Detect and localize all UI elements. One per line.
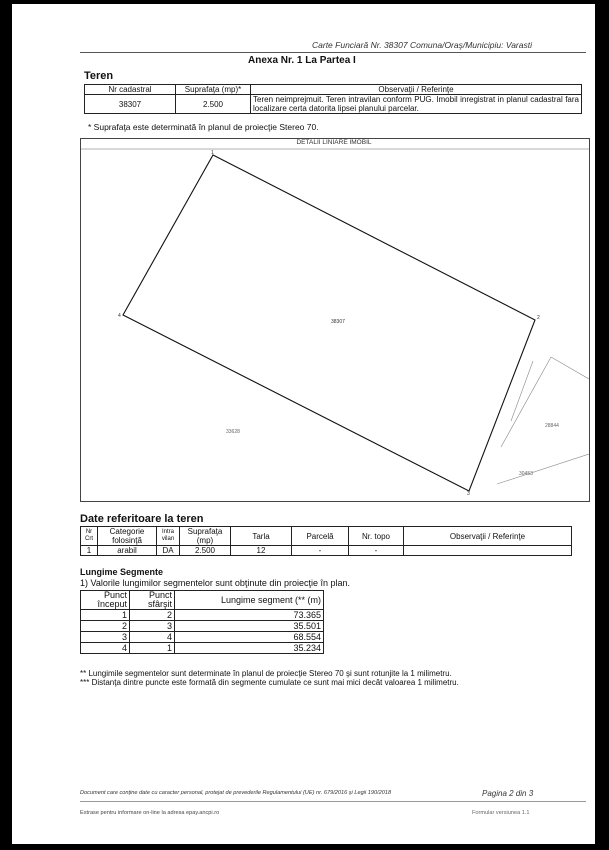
neighbor-boundary	[511, 361, 533, 421]
table-row	[81, 610, 324, 621]
cell-sfarsit: 1	[130, 643, 175, 654]
cell-inceput: 1	[81, 610, 130, 621]
header-rule	[80, 52, 586, 53]
table-row	[81, 643, 324, 654]
suprafata-note: * Suprafaţa este determinată în planul de proiecţie Stereo 70.	[88, 122, 319, 132]
table-header-row	[85, 85, 582, 95]
col-nr-topo: Nr. topo	[349, 527, 404, 546]
cell-inceput: 4	[81, 643, 130, 654]
col-categorie: Categorie folosinţă	[98, 527, 157, 546]
col-observatii: Observaţii / Referinţe	[404, 527, 572, 546]
cell-suprafata: 2.500	[180, 546, 231, 556]
col-suprafata: Suprafaţa (mp)	[180, 527, 231, 546]
table-row	[85, 95, 582, 114]
lungime-note-1: ** Lungimile segmentelor sunt determinate în planul de proiecţie Stereo 70 şi sunt rotunjite la 1 milimetru.	[80, 669, 452, 678]
vertex-label-2: 2	[537, 315, 540, 321]
footer-rule	[80, 801, 586, 802]
neighbor-label: 30453	[519, 471, 533, 477]
parcel-drawing	[81, 139, 589, 501]
cell-lungime: 35.234	[175, 643, 324, 654]
cell-inceput: 3	[81, 632, 130, 643]
table-row	[81, 621, 324, 632]
footer-disclaimer: Document care conţine date cu caracter personal, protejat de prevederile Regulamentului (UE) nr. 679/2016 şi Legii 190/2018	[80, 790, 392, 796]
cell-parcela: -	[292, 546, 349, 556]
date-teren-table	[80, 526, 572, 556]
col-nr-cadastral: Nr cadastral	[85, 85, 176, 95]
neighbor-label: 28844	[545, 423, 559, 429]
col-observatii: Observaţii / Referinţe	[251, 85, 582, 95]
anexa-title: Anexa Nr. 1 La Partea I	[248, 55, 356, 66]
parcel-polygon-38307	[123, 155, 535, 491]
carte-funciara-header: Carte Funciară Nr. 38307 Comuna/Oraş/Municipiu: Varasti	[312, 40, 532, 50]
lungime-subtitle: 1) Valorile lungimilor segmentelor sunt obţinute din proiecţie în plan.	[80, 578, 350, 588]
cell-categorie: arabil	[98, 546, 157, 556]
vertex-label-1: 1	[211, 150, 214, 156]
cell-observatii	[404, 546, 572, 556]
cell-sfarsit: 3	[130, 621, 175, 632]
neighbor-label: 33628	[226, 429, 240, 435]
cell-nr-cadastral: 38307	[85, 95, 176, 114]
col-tarla: Tarla	[231, 527, 292, 546]
col-suprafata: Suprafaţa (mp)*	[176, 85, 251, 95]
cell-inceput: 2	[81, 621, 130, 632]
cell-sfarsit: 2	[130, 610, 175, 621]
cell-sfarsit: 4	[130, 632, 175, 643]
cell-suprafata: 2.500	[176, 95, 251, 114]
parcel-label: 38307	[331, 319, 345, 325]
date-teren-heading: Date referitoare la teren	[80, 513, 204, 525]
col-parcela: Parcelă	[292, 527, 349, 546]
col-punct-inceput: Punct început	[81, 591, 130, 610]
neighbor-boundary	[497, 454, 589, 484]
table-row	[81, 546, 572, 556]
page-number: Pagina 2 din 3	[482, 789, 534, 798]
cell-intravilan: DA	[157, 546, 180, 556]
cell-tarla: 12	[231, 546, 292, 556]
document-page	[12, 4, 595, 844]
parcel-drawing-frame	[80, 138, 590, 502]
cell-observatii: Teren neimprejmuit. Teren intravilan conform PUG. Imobil inregistrat in planul cadastral fara localizare certa datorita lipsei planului parcelar.	[251, 95, 582, 114]
table-row	[81, 632, 324, 643]
footer-formular: Formular versiunea 1.1	[472, 810, 530, 816]
drawing-title: DETALII LINIARE IMOBIL	[296, 139, 372, 146]
cell-nr-topo: -	[349, 546, 404, 556]
cell-lungime: 68.554	[175, 632, 324, 643]
table-header-row	[81, 527, 572, 546]
lungime-note-2: *** Distanţa dintre puncte este formată din segmente cumulate ce sunt mai mici decât valoarea 1 milimetru.	[80, 678, 459, 687]
cell-lungime: 73.365	[175, 610, 324, 621]
table-header-row	[81, 591, 324, 610]
col-nr-crt: Nr Crt	[81, 527, 98, 546]
neighbor-boundary	[501, 357, 589, 447]
cell-lungime: 35.501	[175, 621, 324, 632]
col-lungime: Lungime segment (** (m)	[175, 591, 324, 610]
lungime-heading: Lungime Segmente	[80, 567, 164, 577]
col-punct-sfarsit: Punct sfârşit	[130, 591, 175, 610]
teren-heading: Teren	[84, 70, 114, 82]
lungime-table	[80, 590, 324, 654]
cell-nr-crt: 1	[81, 546, 98, 556]
vertex-label-3: 3	[467, 491, 470, 497]
footer-extras: Extrase pentru informare on-line la adresa epay.ancpi.ro	[80, 810, 220, 816]
col-intravilan: Intra vilan	[157, 527, 180, 546]
teren-table	[84, 84, 582, 114]
lungime-notes	[80, 669, 459, 687]
vertex-label-4: 4	[118, 313, 121, 319]
